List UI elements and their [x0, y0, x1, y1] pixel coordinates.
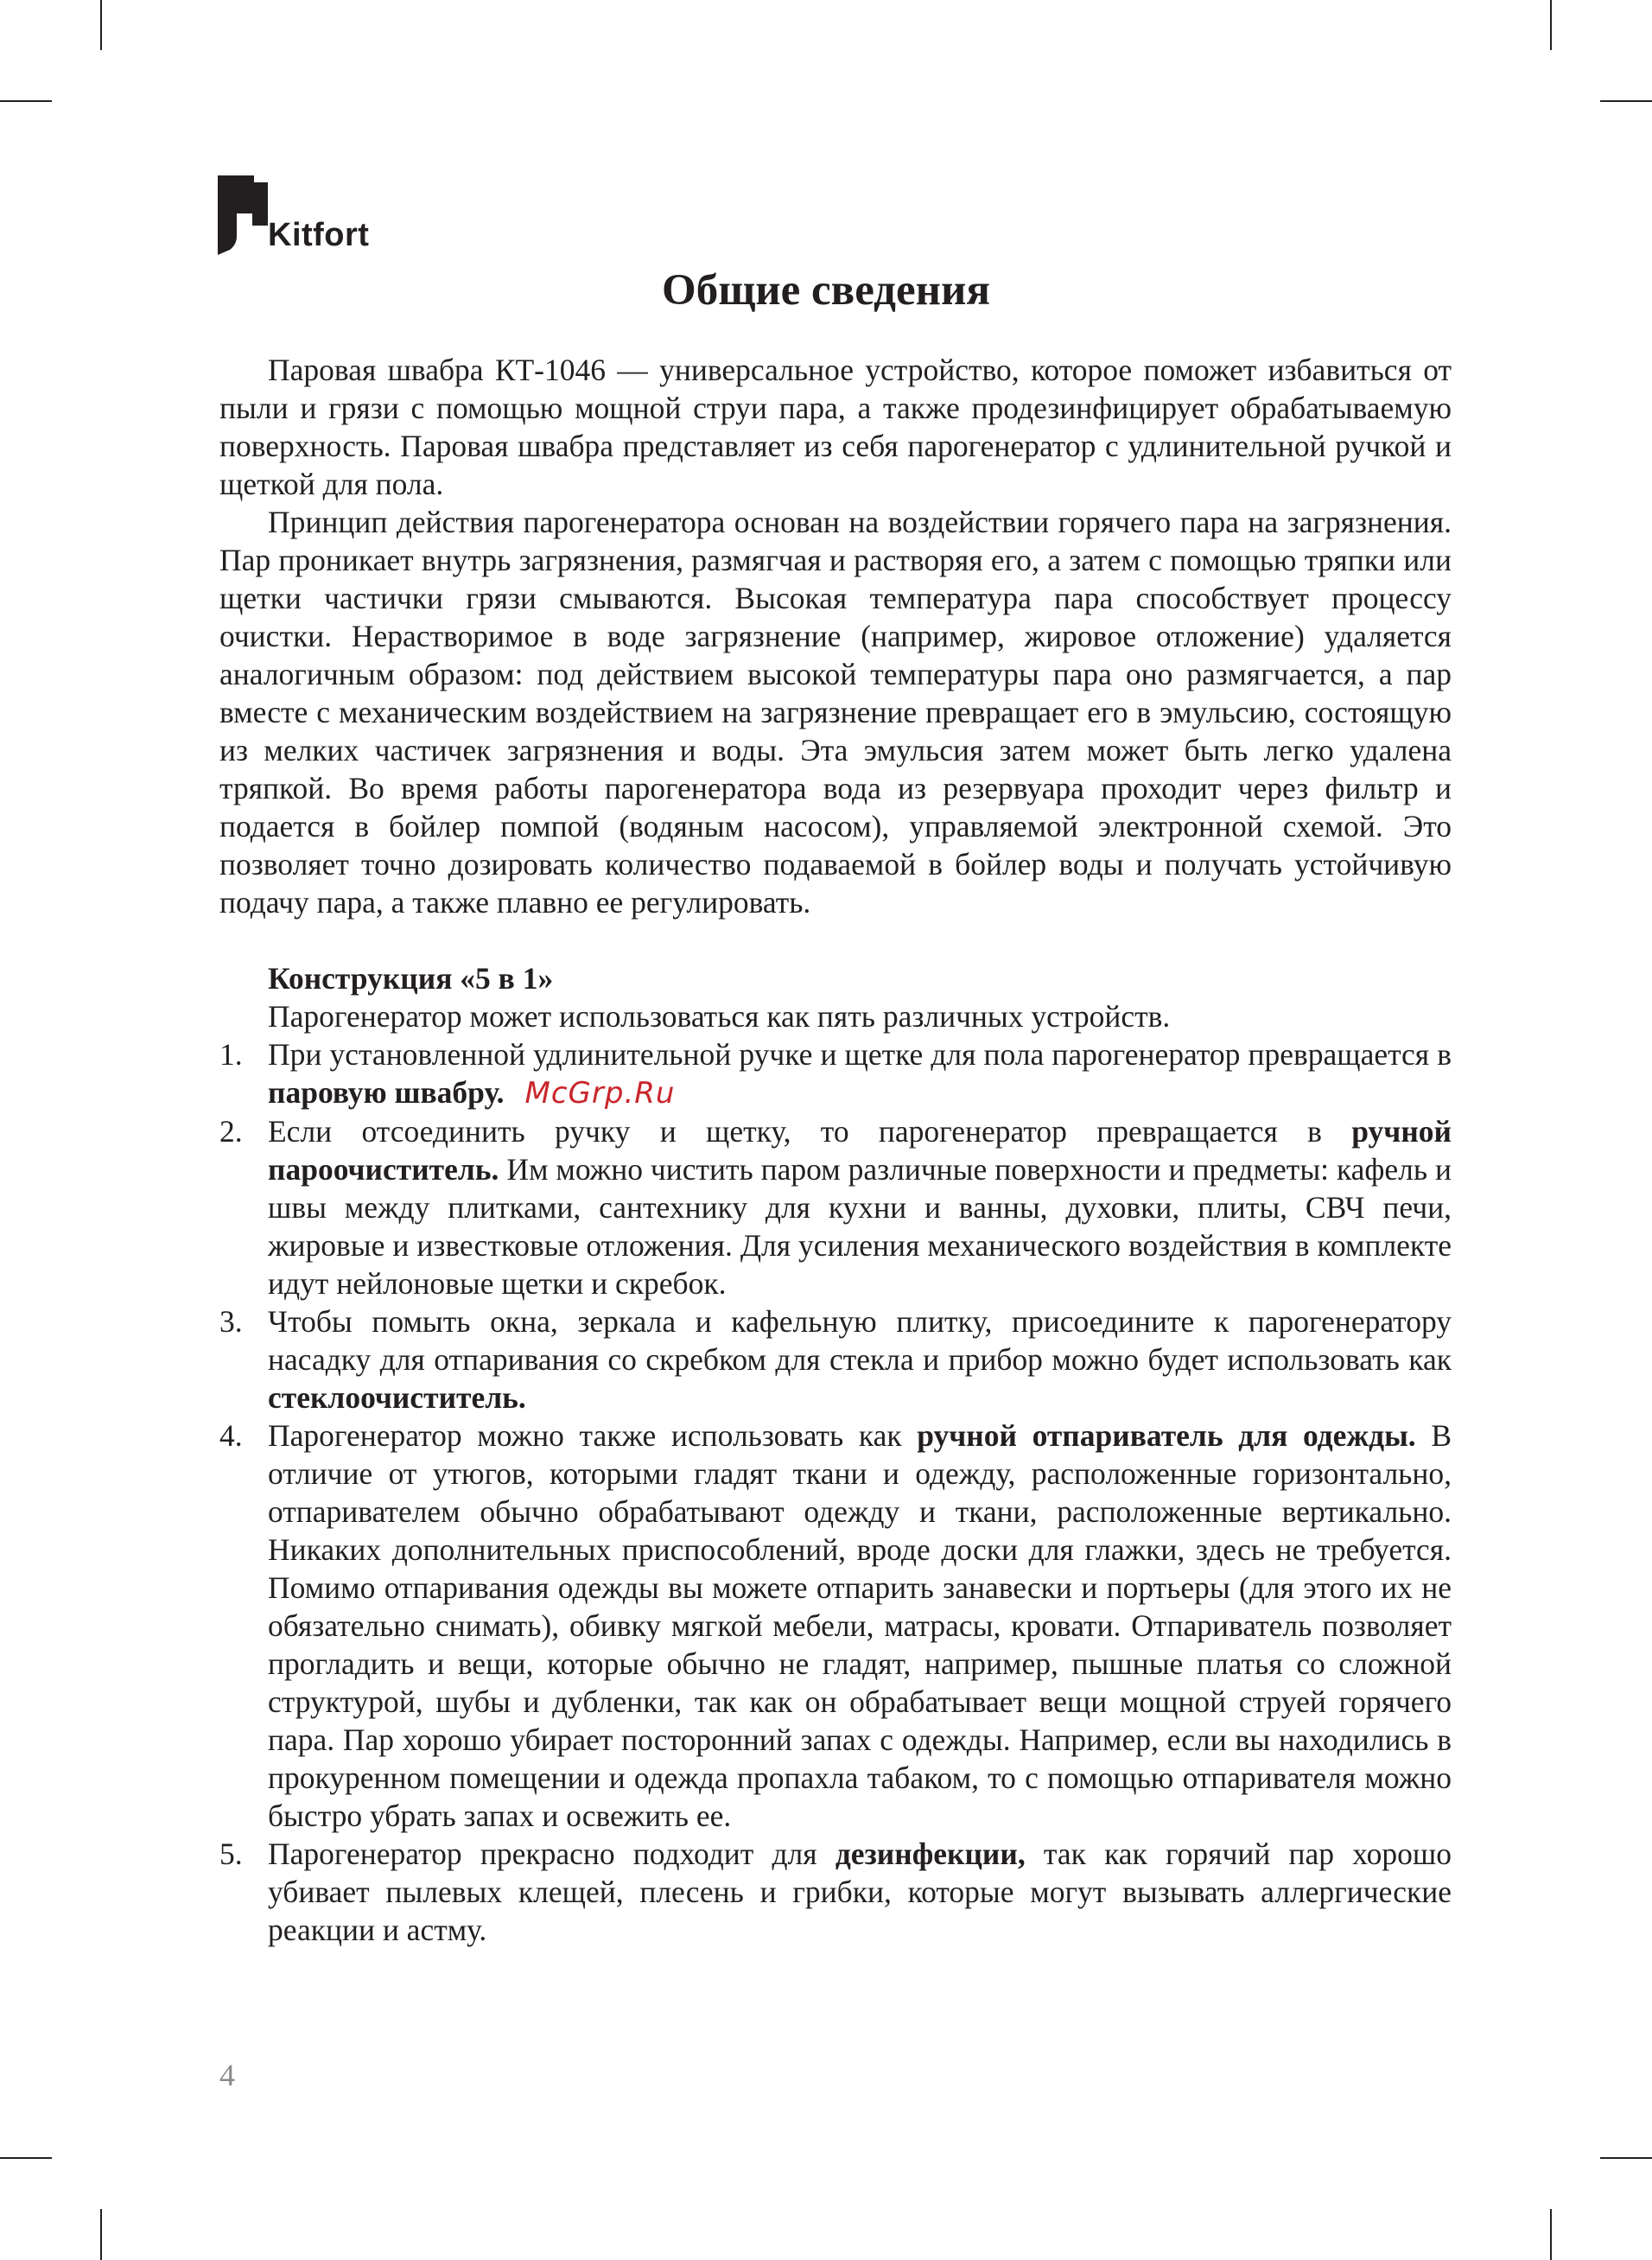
page-title: Общие сведения — [662, 266, 990, 315]
section-intro: Парогенератор может использоваться как пять различных устройств. — [268, 999, 1171, 1034]
list-item — [219, 1112, 1452, 1302]
watermark-text: McGrp.Ru — [524, 1076, 676, 1111]
crop-mark-top-right-horizontal — [1600, 100, 1652, 102]
list-item — [219, 1835, 1452, 1949]
intro-paragraph-1: Паровая швабра КТ-1046 — универсальное устройство, которое поможет избавиться от пыли и грязи с помощью мощной струи пара, а также продезинфицирует обрабатываемую поверхность. Паровая швабра представляет из себя парогенератор с удлинительной ручкой и щеткой для пола. — [219, 353, 1452, 501]
crop-mark-top-right-vertical — [1550, 0, 1552, 50]
list-item — [219, 1035, 1452, 1112]
crop-mark-bottom-right-vertical — [1550, 2209, 1552, 2260]
list-item-bold: ручной пароочиститель. — [268, 1114, 1452, 1187]
intro-paragraph-2: Принцип действия парогенератора основан на воздействии горячего пара на загрязнения. Пар проникает внутрь загрязнения, размягчая и растворяя его, а затем с помощью тряпки или щетки частички грязи смываются. Высокая температура пара способствует процессу очистки. Нерастворимое в воде загрязнение (например, жировое отложение) удаляется аналогичным образом: под действием высокой температуры пара оно размягчается, а пар вместе с механическим воздействием на загрязнение превращает его в эмульсию, состоящую из мелких частичек загрязнения и воды. Эта эмульсия затем может быть легко удалена тряпкой. Во время работы парогенератора вода из резервуара проходит через фильтр и подается в бойлер помпой (водяным насосом), управляемой электронной схемой. Это позволяет точно дозировать количество подаваемой в бойлер воды и получать устойчивую подачу пара, а также плавно ее регулировать. — [219, 505, 1452, 920]
list-item-bold: паровую швабру. — [268, 1075, 505, 1110]
page-number: 4 — [219, 2058, 235, 2092]
list-item-number: 5. — [219, 1837, 243, 1871]
crop-mark-bottom-left-vertical — [100, 2209, 102, 2260]
list-item-number: 2. — [219, 1114, 243, 1149]
list-item-text-after: В отличие от утюгов, которыми гладят ткани и одежду, расположенные горизонтально, отпаривателем обычно обрабатывают одежду и ткани, расположенные вертикально. Никаких дополнительных приспособлений, вроде доски для глажки, здесь не требуется. Помимо отпаривания одежды вы можете отпарить занавески и портьеры (для этого их не обязательно снимать), обивку мягкой мебели, матрасы, кровати. Отпариватель позволяет прогладить и вещи, которые обычно не гладят, например, пышные платья со сложной структурой, шубы и дубленки, так как он обрабатывает вещи мощной струей горячего пара. Пар хорошо убирает посторонний запах с одежды. Например, если вы находились в прокуренном помещении и одежда пропахла табаком, то с помощью отпаривателя можно быстро убрать запах и освежить ее. — [268, 1418, 1452, 1833]
list-item-text: При установленной удлинительной ручке и щетке для пола парогенератор превращается в — [268, 1037, 1452, 1072]
list-item-text: Если отсоединить ручку и щетку, то парогенератор превращается в — [268, 1114, 1352, 1149]
feature-list — [219, 1035, 1452, 1949]
crop-mark-bottom-right-horizontal — [1600, 2157, 1652, 2159]
list-item-text-after: так как горячий пар хорошо убивает пылевых клещей, плесень и грибки, которые могут вызывать аллергические реакции и астму. — [268, 1837, 1452, 1947]
list-item-bold: стеклоочиститель. — [268, 1380, 526, 1415]
section-heading: Конструкция «5 в 1» — [268, 961, 554, 996]
list-item-number: 4. — [219, 1418, 243, 1453]
list-item — [219, 1416, 1452, 1835]
kitfort-bracket-logo-icon — [218, 175, 270, 255]
list-item-text: Чтобы помыть окна, зеркала и кафельную плитку, присоедините к парогенератору насадку для отпаривания со скребком для стекла и прибор можно будет использовать как — [268, 1304, 1452, 1377]
list-item-bold: ручной отпариватель для одежды. — [917, 1418, 1416, 1453]
crop-mark-top-left-horizontal — [0, 100, 52, 102]
list-item-text: Парогенератор можно также использовать как — [268, 1418, 918, 1453]
brand-name: Kitfort — [268, 217, 370, 253]
list-item — [219, 1302, 1452, 1416]
list-item-number: 3. — [219, 1304, 243, 1339]
list-item-number: 1. — [219, 1037, 243, 1072]
list-item-text: Парогенератор прекрасно подходит для — [268, 1837, 836, 1871]
list-item-bold: дезинфекции, — [835, 1837, 1026, 1871]
brand-logo — [218, 175, 382, 255]
crop-mark-bottom-left-horizontal — [0, 2157, 52, 2159]
crop-mark-top-left-vertical — [100, 0, 102, 50]
list-item-text-after: Им можно чистить паром различные поверхности и предметы: кафель и швы между плитками, сантехнику для кухни и ванны, духовки, плиты, СВЧ печи, жировые и известковые отложения. Для усиления механического воздействия в комплекте идут нейлоновые щетки и скребок. — [268, 1152, 1452, 1301]
document-body — [219, 351, 1452, 1949]
